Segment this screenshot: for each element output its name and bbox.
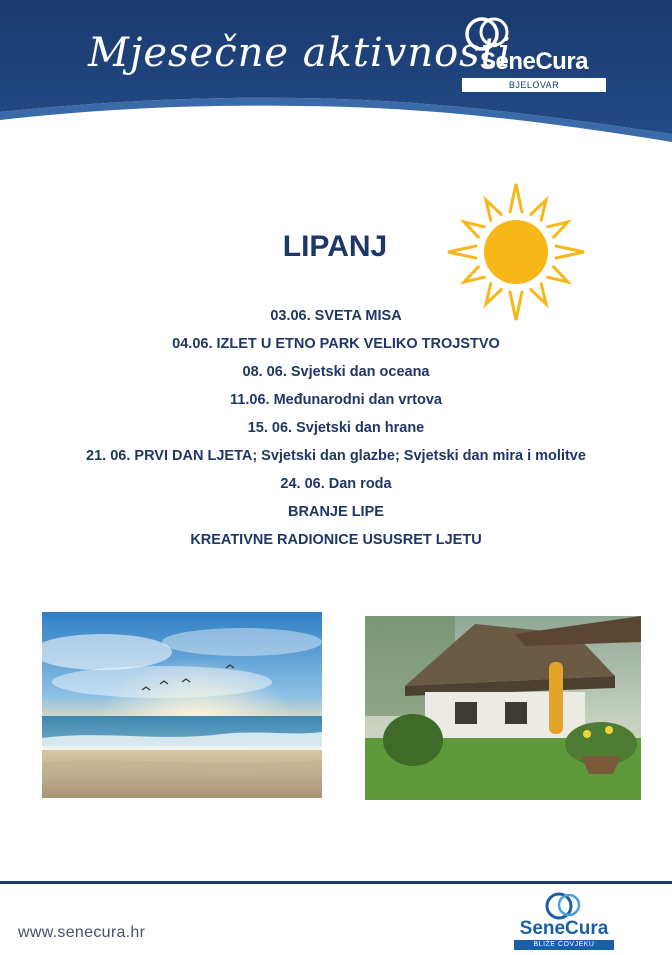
sun-ray [464,222,484,237]
sun-ray [510,184,522,212]
event-item: 15. 06. Svjetski dan hrane [247,420,425,436]
sun-ray [556,246,584,258]
sun-ray [448,246,476,258]
footer-website-link[interactable]: www.senecura.hr [18,924,146,941]
header-banner [0,0,672,160]
footer-logo-tagline: BLIŽE ČOVJEKU [514,940,614,950]
sun-ray [531,284,546,304]
events-list [60,308,612,560]
sun-ray [486,200,501,220]
event-item: 24. 06. Dan roda [280,476,392,492]
event-item: 11.06. Međunarodni dan vrtova [230,392,442,408]
event-item: KREATIVNE RADIONICE USUSRET LJETU [190,532,482,548]
sun-ray [486,284,501,304]
event-item: 08. 06. Svjetski dan oceana [242,364,430,380]
sun-ray [548,222,568,237]
sun-ray [548,267,568,282]
logo-wordmark: SeneCura [479,48,589,75]
ethno-house-photo [365,616,641,800]
event-item: BRANJE LIPE [288,504,384,520]
senecura-logo [462,14,606,94]
footer-divider [0,881,672,884]
footer-logo-wordmark: SeneCura [519,918,609,939]
header-title: Mjesečne aktivnosti [88,30,512,76]
event-item: 21. 06. PRVI DAN LJETA; Svjetski dan glazbe; Svjetski dan mira i molitve [86,448,586,464]
sun-ray [531,200,546,220]
logo-location: BJELOVAR [462,78,606,92]
senecura-footer-logo [510,890,618,952]
event-item: 04.06. IZLET U ETNO PARK VELIKO TROJSTVO [172,336,500,352]
month-title: LIPANJ [282,230,388,263]
sun-ray [464,267,484,282]
beach-sunrise-photo [42,612,322,798]
event-item: 03.06. SVETA MISA [270,308,402,324]
sun-icon [446,182,586,322]
